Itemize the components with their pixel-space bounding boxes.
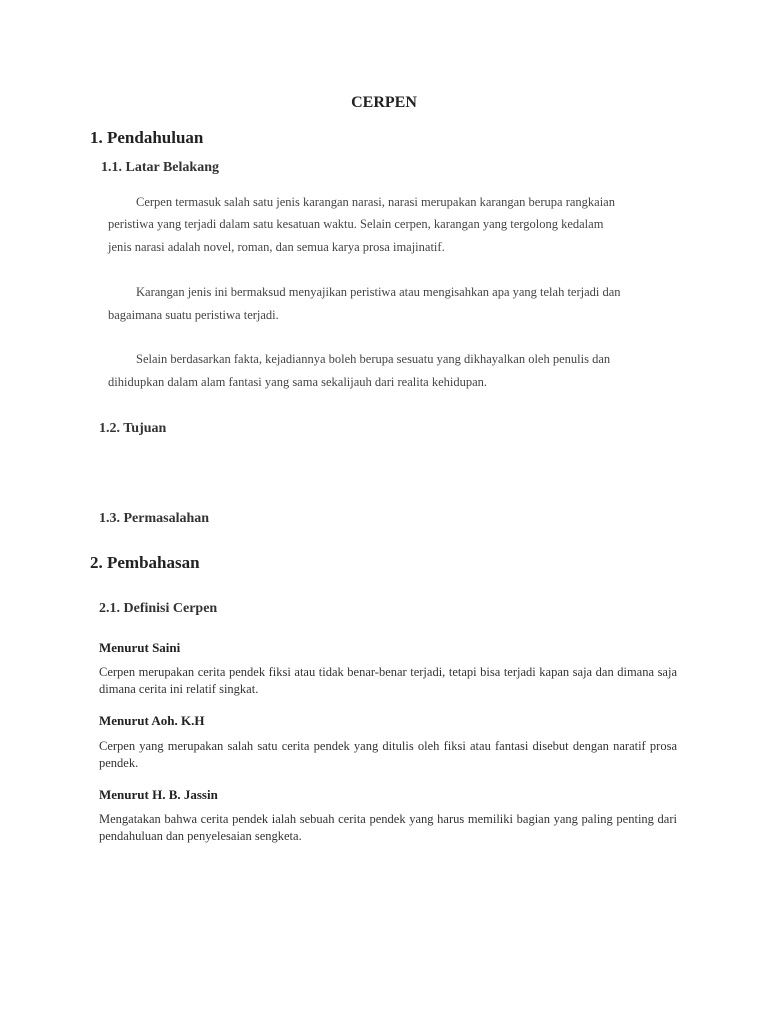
paragraph-line: peristiwa yang terjadi dalam satu kesatuan waktu. Selain cerpen, karangan yang tergolong kedalam xyxy=(108,217,604,231)
paragraph-line: Karangan jenis ini bermaksud menyajikan peristiwa atau mengisahkan apa yang telah terjadi dan xyxy=(136,285,621,299)
definition-author: Menurut H. B. Jassin xyxy=(99,787,218,802)
definition-author: Menurut Saini xyxy=(99,640,181,655)
definition-text: Cerpen merupakan cerita pendek fiksi atau tidak benar-benar terjadi, tetapi bisa terjadi kapan saja dan dimana saja dimana cerita ini relatif singkat. xyxy=(99,665,677,696)
paragraph-line: Cerpen termasuk salah satu jenis karangan narasi, narasi merupakan karangan berupa rangkaian xyxy=(136,195,615,209)
definition-text: Cerpen yang merupakan salah satu cerita pendek yang ditulis oleh fiksi atau fantasi disebut dengan naratif prosa pendek. xyxy=(99,739,677,770)
definition-author: Menurut Aoh. K.H xyxy=(99,713,205,728)
section-heading-pembahasan: 2. Pembahasan xyxy=(90,553,200,572)
subsection-heading-tujuan: 1.2. Tujuan xyxy=(99,421,167,436)
paragraph-line: bagaimana suatu peristiwa terjadi. xyxy=(108,308,279,322)
definition-text: Mengatakan bahwa cerita pendek ialah sebuah cerita pendek yang harus memiliki bagian yang paling penting dari pendahuluan dan penyelesaian sengketa. xyxy=(99,812,677,843)
subsection-heading-latar-belakang: 1.1. Latar Belakang xyxy=(101,160,219,175)
paragraph-line: Selain berdasarkan fakta, kejadiannya boleh berupa sesuatu yang dikhayalkan oleh penulis dan xyxy=(136,352,611,366)
document-title: CERPEN xyxy=(351,94,417,111)
subsection-heading-permasalahan: 1.3. Permasalahan xyxy=(99,511,210,526)
paragraph-line: dihidupkan dalam alam fantasi yang sama sekalijauh dari realita kehidupan. xyxy=(108,375,488,389)
paragraph-line: jenis narasi adalah novel, roman, dan semua karya prosa imajinatif. xyxy=(108,240,445,254)
subsection-heading-definisi-cerpen: 2.1. Definisi Cerpen xyxy=(99,601,218,616)
section-heading-pendahuluan: 1. Pendahuluan xyxy=(90,128,204,147)
